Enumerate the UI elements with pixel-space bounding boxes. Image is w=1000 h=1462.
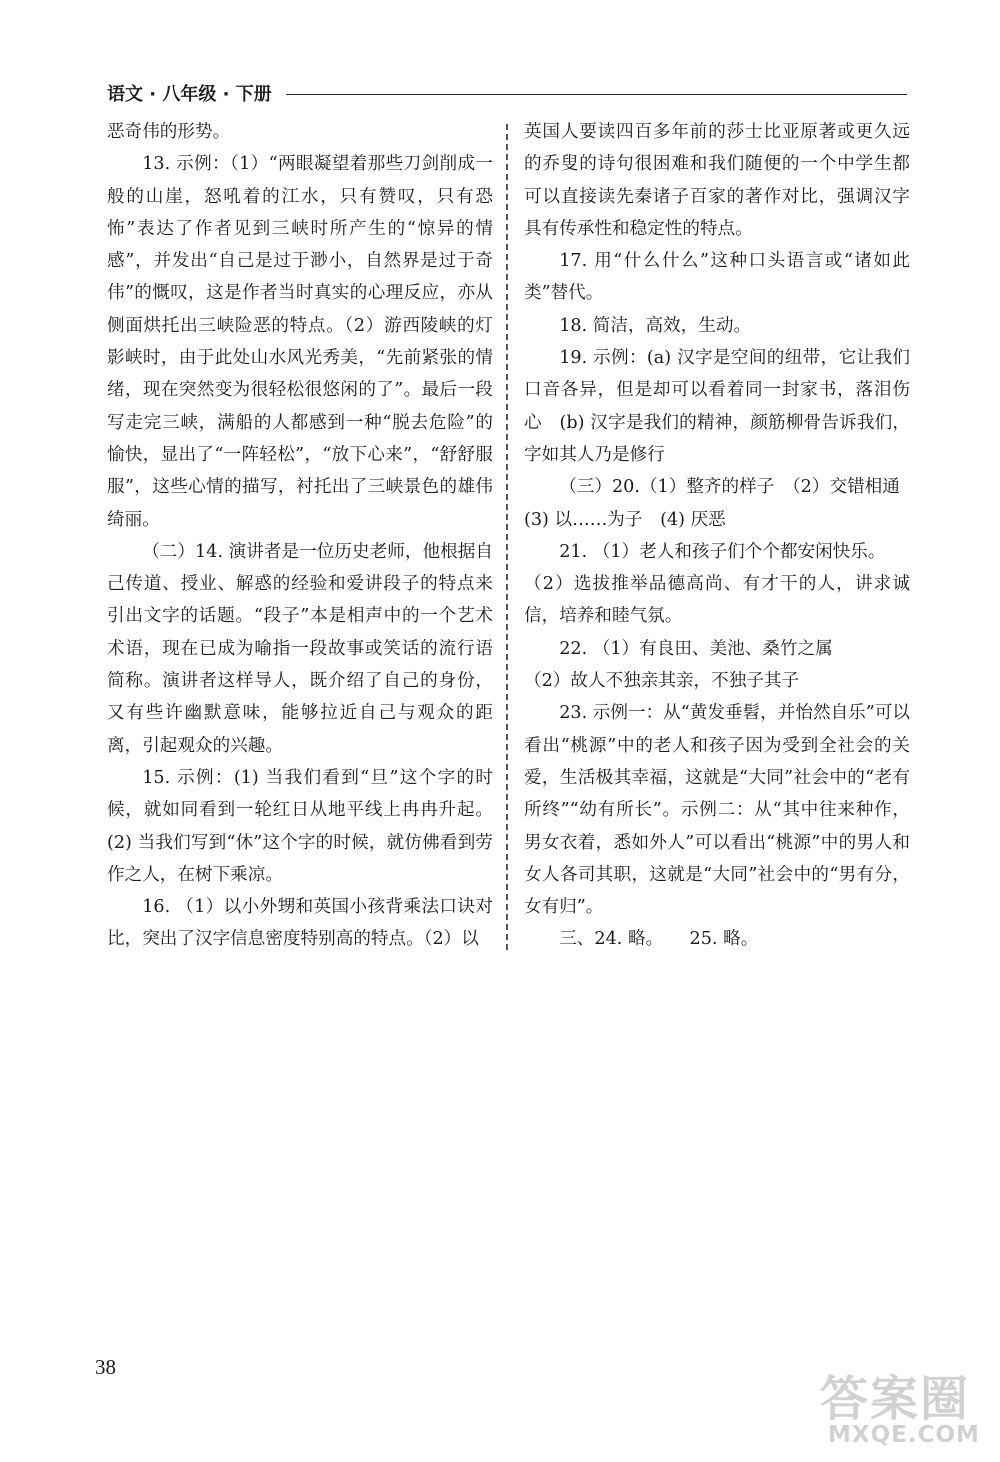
answer-paragraph: （三）20.（1）整齐的样子 （2）交错相通 [559, 477, 900, 498]
answer-paragraph: (3) 以……为子 (4) 厌恶 [524, 509, 726, 530]
column-divider [506, 124, 508, 950]
header-title: 语文 · 八年级 · 下册 [107, 84, 272, 105]
answer-paragraph: 16. （1）以小外甥和英国小孩背乘法口诀对比，突出了汉字信息密度特别高的特点。（2）以 [107, 897, 493, 950]
answer-paragraph: 英国人要读四百多年前的莎士比亚原著或更久远的乔叟的诗句很困难和我们随便的一个中学生都可以直接读先秦诸子百家的著作对比，强调汉字具有传承性和稳定性的特点。 [524, 122, 910, 239]
answer-paragraph: 13. 示例：（1）“两眼凝望着那些刀剑削成一般的山崖，怒吼着的江水，只有赞叹，只有恐怖”表达了作者见到三峡时所产生的“惊异的情感”，并发出“自己是过于渺小，自然界是过于奇伟”的慨叹，这是作者当时真实的心理反应，亦从侧面烘托出三峡险恶的特点。（2）游西陵峡的灯影峡时，由于此处山水风光秀美，“先前紧张的情绪，现在突然变为很轻松很悠闲的了”。最后一段写走完三峡，满船的人都感到一种“脱去危险”的愉快，显出了“一阵轻松”，“放下心来”，“舒舒服服”，这些心情的描写，衬托出了三峡景色的雄伟绮丽。 [107, 154, 493, 530]
page-header [107, 78, 907, 108]
page-number: 38 [95, 1355, 116, 1379]
answer-paragraph: （二）14. 演讲者是一位历史老师，他根据自己传道、授业、解惑的经验和爱讲段子的特点来引出文字的话题。“段子”本是相声中的一个艺术术语，现在已成为喻指一段故事或笑话的流行语简称。演讲者这样导人，既介绍了自己的身份，又有些许幽默意味，能够拉近自己与观众的距离，引起观众的兴趣。 [107, 541, 493, 756]
left-column [107, 116, 493, 956]
answer-paragraph: 22. （1）有良田、美池、桑竹之属 [559, 638, 833, 659]
answer-paragraph: 17. 用“什么什么”这种口头语言或“诸如此类”替代。 [524, 251, 910, 304]
answer-paragraph: 18. 简洁，高效，生动。 [559, 315, 752, 336]
answer-paragraph: 21. （1）老人和孩子们个个都安闲快乐。 [559, 541, 886, 562]
watermark-main: 答案圈 [820, 1371, 971, 1427]
answer-paragraph: 15. 示例：(1) 当我们看到“旦”这个字的时候，就如同看到一轮红日从地平线上冉冉升起。(2) 当我们写到“休”这个字的时候，就仿佛看到劳作之人，在树下乘凉。 [107, 767, 493, 885]
answer-paragraph: 恶奇伟的形势。 [107, 122, 231, 142]
right-column [524, 116, 910, 956]
answer-paragraph: （2）故人不独亲其亲，不独子其子 [524, 671, 800, 692]
answer-paragraph: 三、24. 略。 25. 略。 [559, 929, 759, 950]
answer-paragraph: 23. 示例一：从“黄发垂髫，并怡然自乐”可以看出“桃源”中的老人和孩子因为受到全社会的关爱，生活极其幸福，这就是“大同”社会中的“老有所终”“幼有所长”。示例二：从“其中往来种作，男女衣着，悉如外人”可以看出“桃源”中的男人和女人各司其职，这就是“大同”社会中的“男有分，女有归”。 [524, 703, 910, 918]
watermark-logo [820, 1360, 995, 1455]
header-rule [286, 94, 907, 95]
answer-paragraph: 19. 示例：(a) 汉字是空间的纽带，它让我们口音各异，但是却可以看着同一封家书，落泪伤心 (b) 汉字是我们的精神，颜筋柳骨告诉我们，字如其人乃是修行 [524, 348, 910, 465]
watermark-sub: MXQE.COM [828, 1422, 980, 1448]
answer-paragraph: （2）选拔推举品德高尚、有才干的人，讲求诚信，培养和睦气氛。 [524, 574, 910, 627]
